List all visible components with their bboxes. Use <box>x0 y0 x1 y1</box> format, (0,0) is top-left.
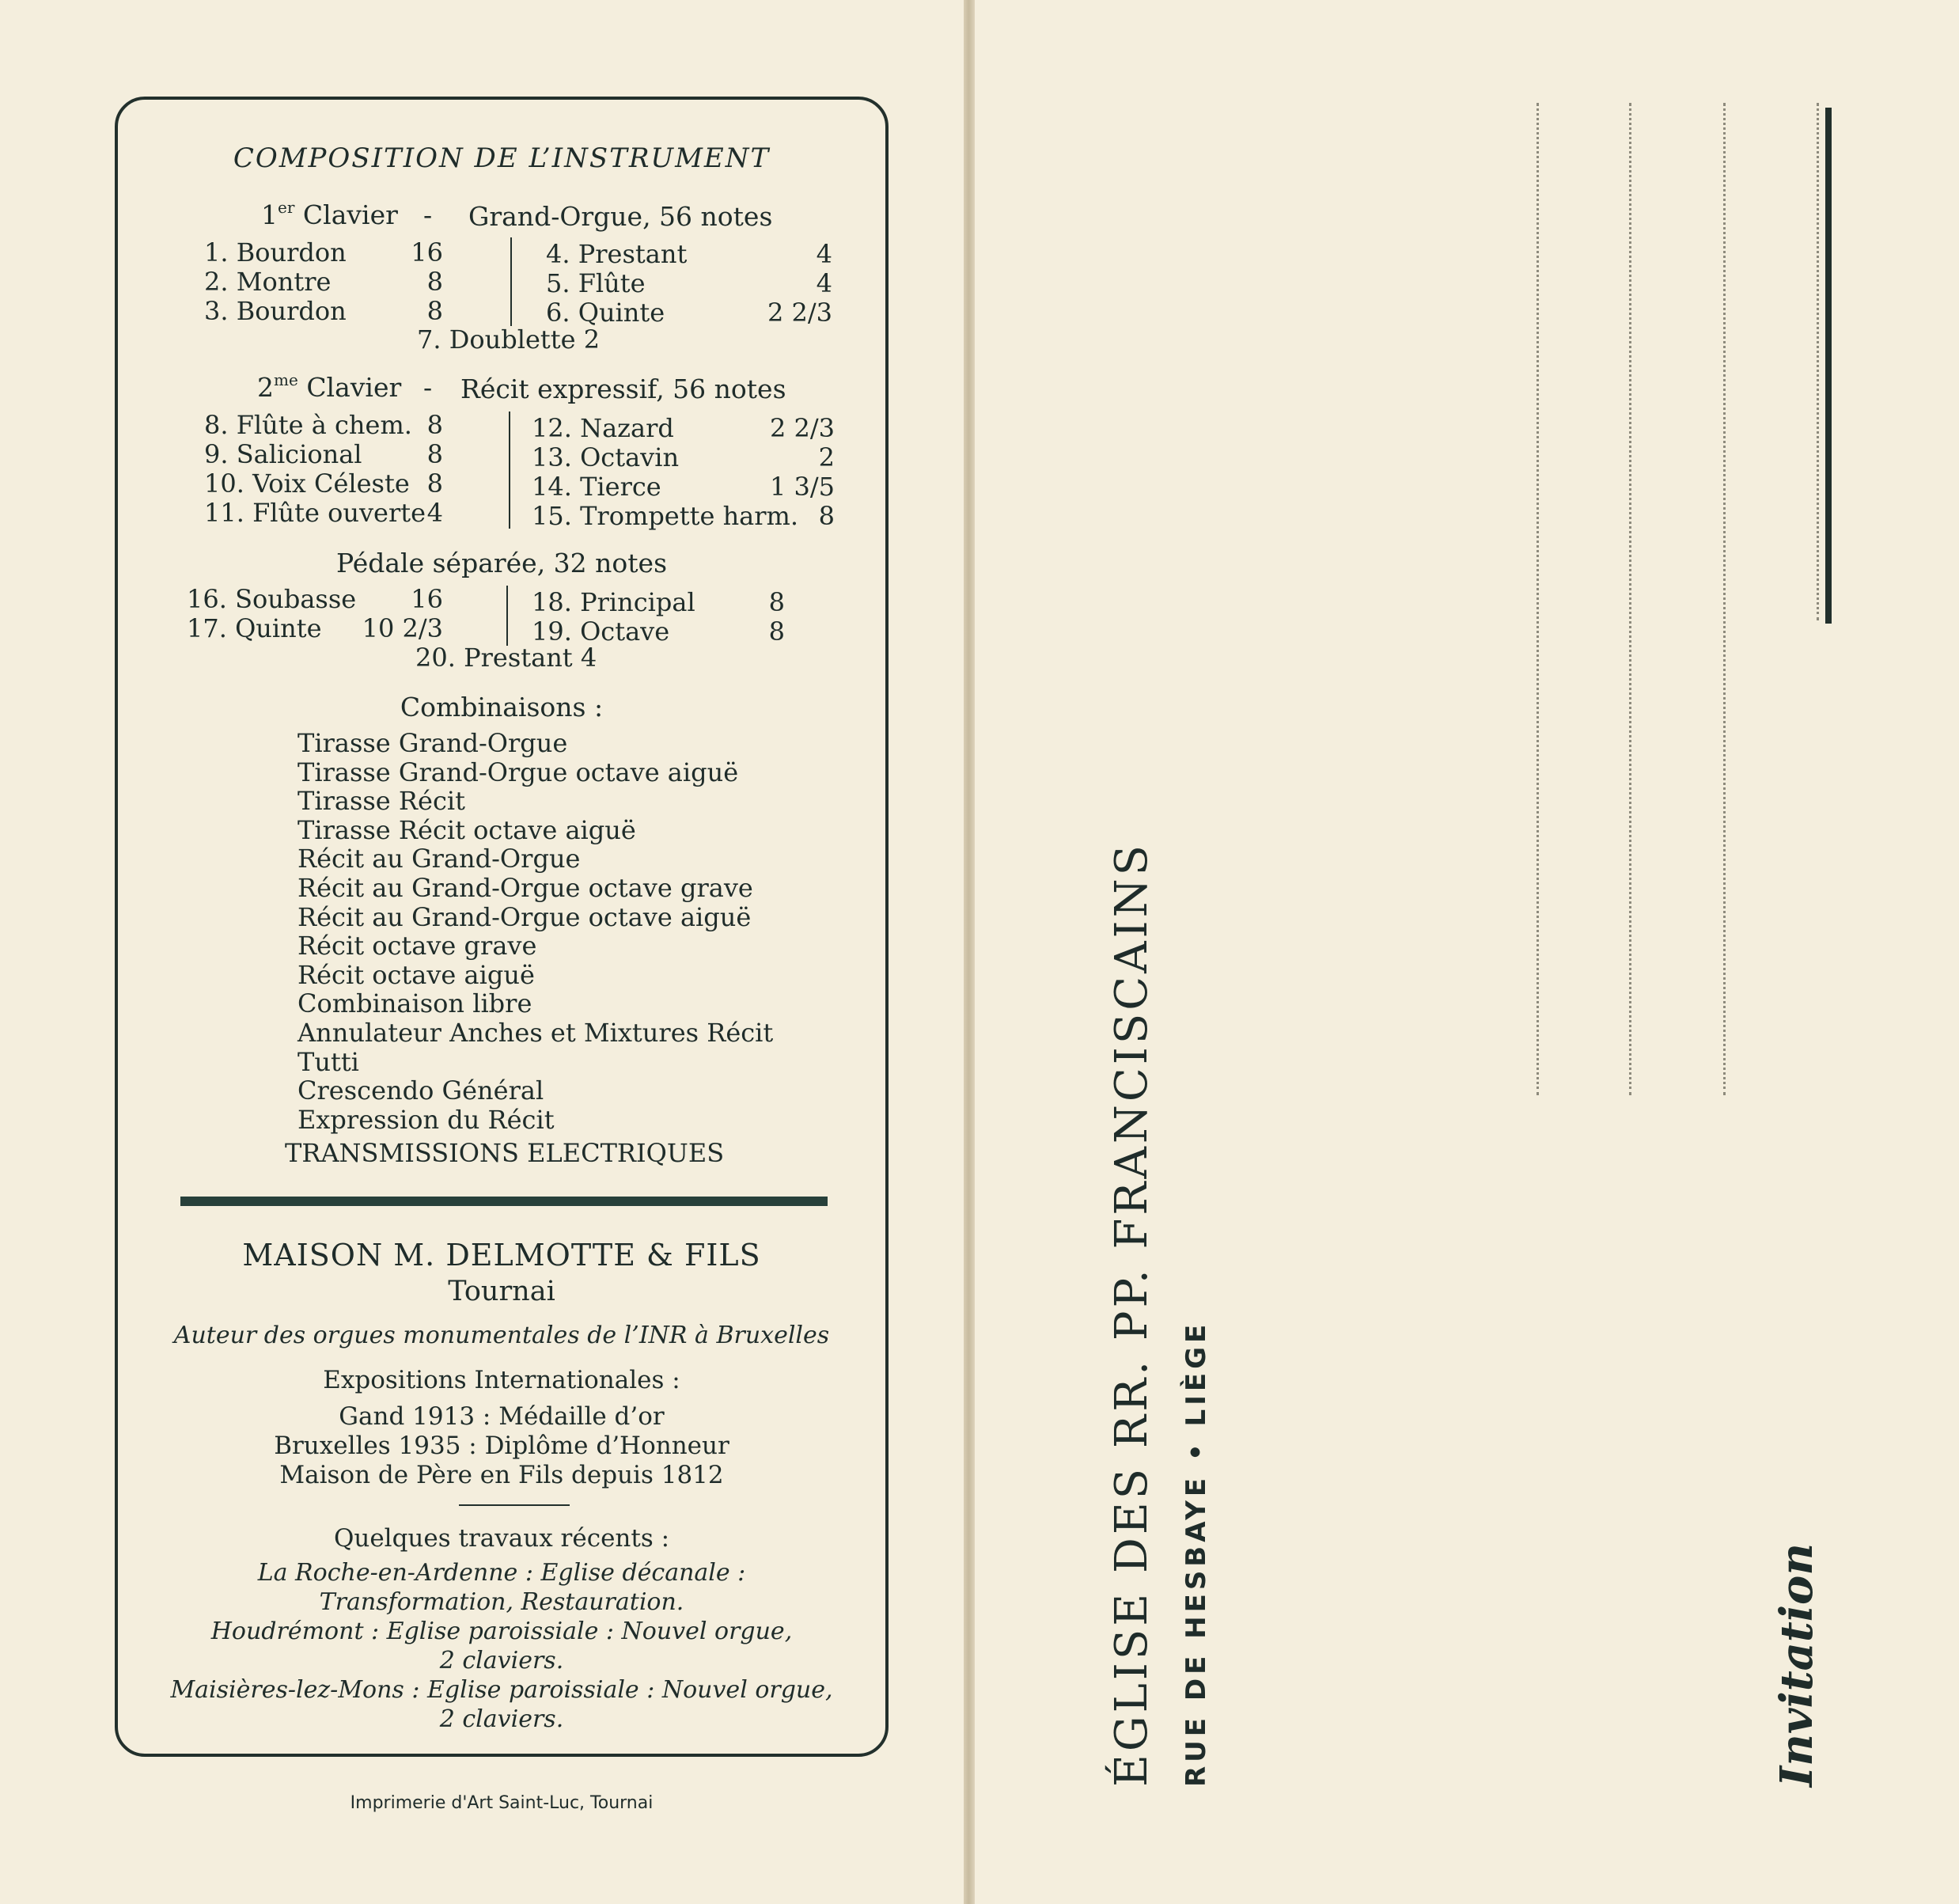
clavier2-left-stop-value: 8 <box>426 410 443 440</box>
clavier2-left-stop-value: 4 <box>426 498 443 528</box>
pedale-left-stop-name: 17. Quinte <box>187 613 322 643</box>
clavier1-right-stop-value: 4 <box>816 239 832 269</box>
clavier1-left-stop-name: 3. Bourdon <box>204 296 347 326</box>
stamp-bar <box>1825 108 1832 624</box>
combinaison-item: Tutti <box>297 1046 359 1077</box>
combinaison-item: Récit octave aiguë <box>297 959 535 990</box>
address-line-4 <box>1817 103 1819 620</box>
clavier2-left-stop-name: 8. Flûte à chem. <box>204 410 412 440</box>
clavier2-right-stop-value: 8 <box>818 501 835 531</box>
clavier1-name: Grand-Orgue, 56 notes <box>468 201 773 232</box>
pedale-left-stop-value: 16 <box>411 584 443 614</box>
clavier2-right-stop-name: 14. Tierce <box>532 472 661 502</box>
combinaison-item: Récit au Grand-Orgue octave grave <box>297 873 753 903</box>
clavier2-right-stop-name: 13. Octavin <box>532 442 680 472</box>
church-address: RUE DE HESBAYE • LIÈGE <box>1180 1320 1212 1787</box>
clavier2-right-stop-value: 2 2/3 <box>769 413 835 443</box>
clavier1-center-stop: 7. Doublette 2 <box>417 324 601 355</box>
clavier2-name: Récit expressif, 56 notes <box>460 374 786 404</box>
travaux-item: Transformation, Restauration. <box>319 1588 684 1616</box>
exposition-item: Gand 1913 : Médaille d’or <box>339 1402 665 1431</box>
clavier2-right-stop-value: 1 3/5 <box>769 472 835 502</box>
clavier1-left-stop-value: 8 <box>426 267 443 297</box>
combinaison-item: Récit au Grand-Orgue octave aiguë <box>297 901 752 932</box>
pedale-heading: Pédale séparée, 32 notes <box>335 548 668 578</box>
combinaison-item: Tirasse Grand-Orgue <box>297 728 568 758</box>
imprimerie-credit: Imprimerie d'Art Saint-Luc, Tournai <box>350 1793 654 1813</box>
travaux-item: La Roche-en-Ardenne : Eglise décanale : <box>257 1559 746 1587</box>
pedale-right-stop-value: 8 <box>768 587 785 617</box>
maison-city: Tournai <box>448 1276 555 1307</box>
pedale-left-stop-value: 10 2/3 <box>362 613 443 643</box>
clavier2-right-stop-value: 2 <box>818 442 835 472</box>
maison-auteur: Auteur des orgues monumentales de l’INR à Bruxelles <box>173 1322 830 1349</box>
pedale-right-stop-name: 18. Principal <box>532 587 695 617</box>
clavier2-right-stop-name: 12. Nazard <box>532 413 674 443</box>
address-line-3 <box>1723 103 1726 1095</box>
clavier1-right-stop-name: 4. Prestant <box>546 239 688 269</box>
address-line-1 <box>1537 103 1539 1095</box>
travaux-heading: Quelques travaux récents : <box>333 1524 670 1553</box>
combinaisons-heading: Combinaisons : <box>400 692 604 723</box>
short-rule <box>459 1504 570 1506</box>
clavier1-right-stop-value: 2 2/3 <box>767 298 832 328</box>
pedale-right-stop-value: 8 <box>768 616 785 647</box>
travaux-item: Maisières-lez-Mons : Eglise paroissiale : Nouvel orgue, <box>170 1676 833 1704</box>
combinaison-item: Tirasse Récit <box>297 786 465 817</box>
clavier1-dash: - <box>423 199 433 230</box>
combinaison-item: Annulateur Anches et Mixtures Récit <box>297 1018 774 1048</box>
clavier1-left-stop-name: 2. Montre <box>204 267 332 297</box>
combinaison-item: Combinaison libre <box>297 988 532 1019</box>
clavier1-left-stop-name: 1. Bourdon <box>204 237 347 267</box>
combinaison-item: Crescendo Général <box>297 1075 544 1106</box>
clavier1-left-stop-value: 8 <box>426 296 443 326</box>
combinaison-item: Tirasse Grand-Orgue octave aiguë <box>297 757 739 787</box>
church-name: ÉGLISE DES RR. PP. FRANCISCAINS <box>1106 841 1158 1787</box>
maison-name: MAISON M. DELMOTTE & FILS <box>242 1238 761 1272</box>
clavier2-left-stop-name: 10. Voix Céleste <box>204 468 410 499</box>
clavier2-heading: $2^{me}$ Clavier <box>257 370 402 403</box>
travaux-item: 2 claviers. <box>439 1705 564 1733</box>
pedale-left-stop-name: 16. Soubasse <box>187 584 357 614</box>
combinaison-item: Récit octave grave <box>297 931 537 961</box>
expositions-heading: Expositions Internationales : <box>323 1366 680 1394</box>
clavier2-left-stop-name: 11. Flûte ouverte <box>204 498 426 528</box>
clavier2-left-stop-name: 9. Salicional <box>204 439 362 469</box>
combinaison-item: Tirasse Récit octave aiguë <box>297 814 636 845</box>
fold-crease <box>964 0 975 1904</box>
pedale-center-stop: 20. Prestant 4 <box>415 643 597 673</box>
clavier1-separator <box>510 237 512 326</box>
composition-title: COMPOSITION DE L’INSTRUMENT <box>233 142 771 174</box>
pedale-separator <box>506 586 508 646</box>
exposition-item: Bruxelles 1935 : Diplôme d’Honneur <box>274 1432 729 1460</box>
combinaison-item: Récit au Grand-Orgue <box>297 844 581 874</box>
combinaison-item: Expression du Récit <box>297 1104 555 1135</box>
transmissions-text: TRANSMISSIONS ELECTRIQUES <box>285 1138 725 1168</box>
clavier1-right-stop-name: 6. Quinte <box>546 298 665 328</box>
clavier2-dash: - <box>423 372 433 403</box>
divider-bar <box>180 1197 828 1206</box>
clavier2-separator <box>509 412 510 529</box>
clavier1-right-stop-value: 4 <box>816 268 832 298</box>
clavier1-right-stop-name: 5. Flûte <box>546 268 646 298</box>
clavier2-left-stop-value: 8 <box>426 468 443 499</box>
clavier2-left-stop-value: 8 <box>426 439 443 469</box>
clavier2-right-stop-name: 15. Trompette harm. <box>532 501 799 531</box>
invitation-label: Invitation <box>1771 1542 1823 1787</box>
address-line-2 <box>1629 103 1631 1095</box>
clavier1-left-stop-value: 16 <box>411 237 443 267</box>
travaux-item: Houdrémont : Eglise paroissiale : Nouvel orgue, <box>210 1618 793 1645</box>
clavier1-heading: 1er Clavier <box>261 198 398 230</box>
pedale-right-stop-name: 19. Octave <box>532 616 670 647</box>
exposition-item: Maison de Père en Fils depuis 1812 <box>279 1461 724 1489</box>
travaux-item: 2 claviers. <box>439 1647 564 1675</box>
